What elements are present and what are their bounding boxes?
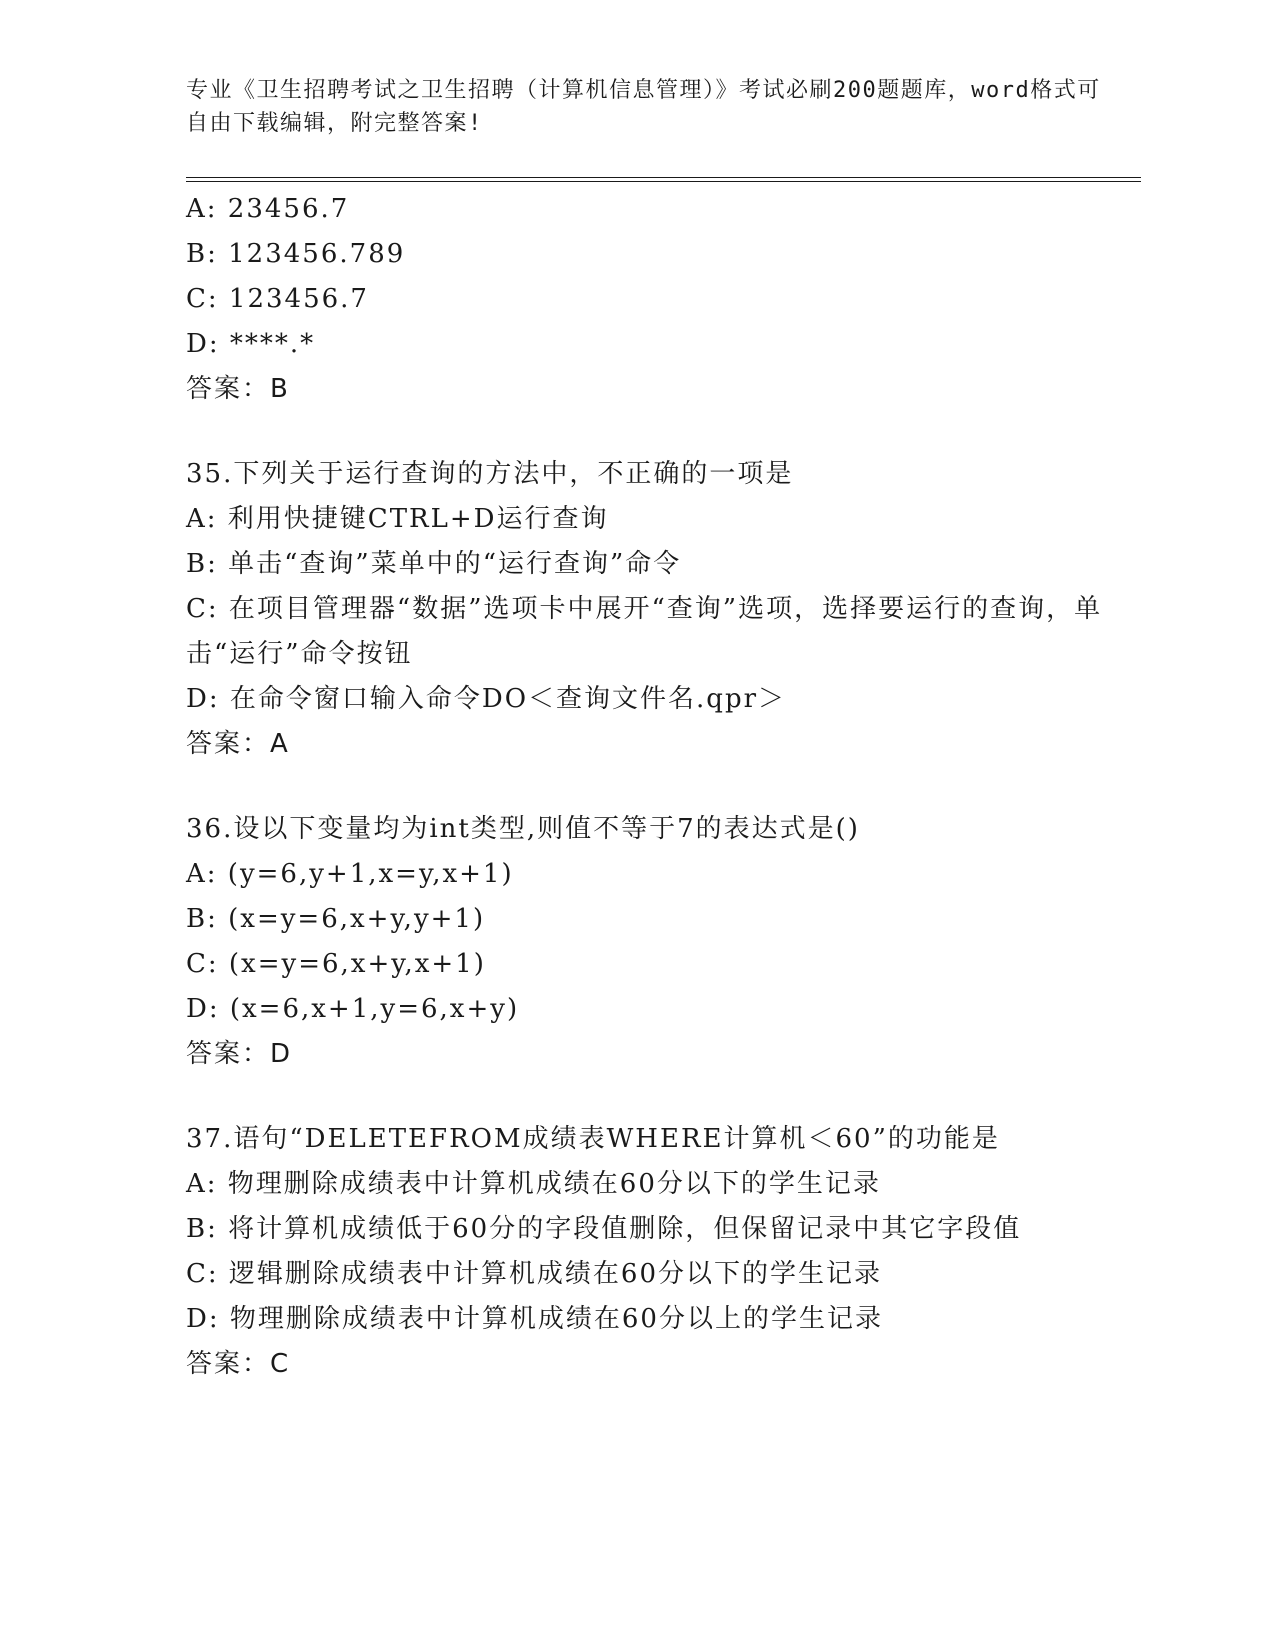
document-body [186, 187, 1106, 1387]
option-c: C: 123456.7 [186, 284, 369, 314]
option-c: C: (x=y=6,x+y,x+1) [186, 949, 486, 979]
option-b: B: 123456.789 [186, 239, 406, 269]
option-a: A: 利用快捷键CTRL+D运行查询 [186, 504, 609, 534]
option-b: B: 将计算机成绩低于60分的字段值删除，但保留记录中其它字段值 [186, 1214, 1022, 1244]
answer-line: 答案：B [186, 374, 290, 404]
header-rule-bottom [186, 181, 1141, 182]
question-previous [186, 187, 1106, 412]
spacer [186, 767, 1106, 807]
header-rule-top [186, 177, 1141, 178]
option-d: D: 物理删除成绩表中计算机成绩在60分以上的学生记录 [186, 1304, 883, 1334]
answer-line: 答案：A [186, 729, 290, 759]
answer-line: 答案：C [186, 1349, 291, 1379]
question-stem: 36.设以下变量均为int类型,则值不等于7的表达式是() [186, 814, 860, 844]
question-stem: 37.语句“DELETEFROM成绩表WHERE计算机＜60”的功能是 [186, 1124, 1000, 1154]
question-36 [186, 807, 1106, 1077]
question-37 [186, 1117, 1106, 1387]
spacer [186, 1077, 1106, 1117]
question-35 [186, 452, 1106, 767]
spacer [186, 412, 1106, 452]
question-stem: 35.下列关于运行查询的方法中，不正确的一项是 [186, 459, 794, 489]
option-a: A: 23456.7 [186, 194, 350, 224]
option-b: B: (x=y=6,x+y,y+1) [186, 904, 486, 934]
option-b: B: 单击“查询”菜单中的“运行查询”命令 [186, 549, 682, 579]
option-d: D: ****.* [186, 329, 316, 359]
option-a: A: (y=6,y+1,x=y,x+1) [186, 859, 514, 889]
option-d: D: (x=6,x+1,y=6,x+y) [186, 994, 520, 1024]
option-c: C: 在项目管理器“数据”选项卡中展开“查询”选项，选择要运行的查询，单击“运行”命令按钮 [186, 594, 1103, 669]
option-d: D: 在命令窗口输入命令DO＜查询文件名.qpr＞ [186, 684, 787, 714]
page-header: 专业《卫生招聘考试之卫生招聘（计算机信息管理）》考试必刷200题题库，word格式可自由下载编辑，附完整答案! [186, 78, 1101, 136]
option-a: A: 物理删除成绩表中计算机成绩在60分以下的学生记录 [186, 1169, 881, 1199]
answer-line: 答案：D [186, 1039, 293, 1069]
option-c: C: 逻辑删除成绩表中计算机成绩在60分以下的学生记录 [186, 1259, 883, 1289]
